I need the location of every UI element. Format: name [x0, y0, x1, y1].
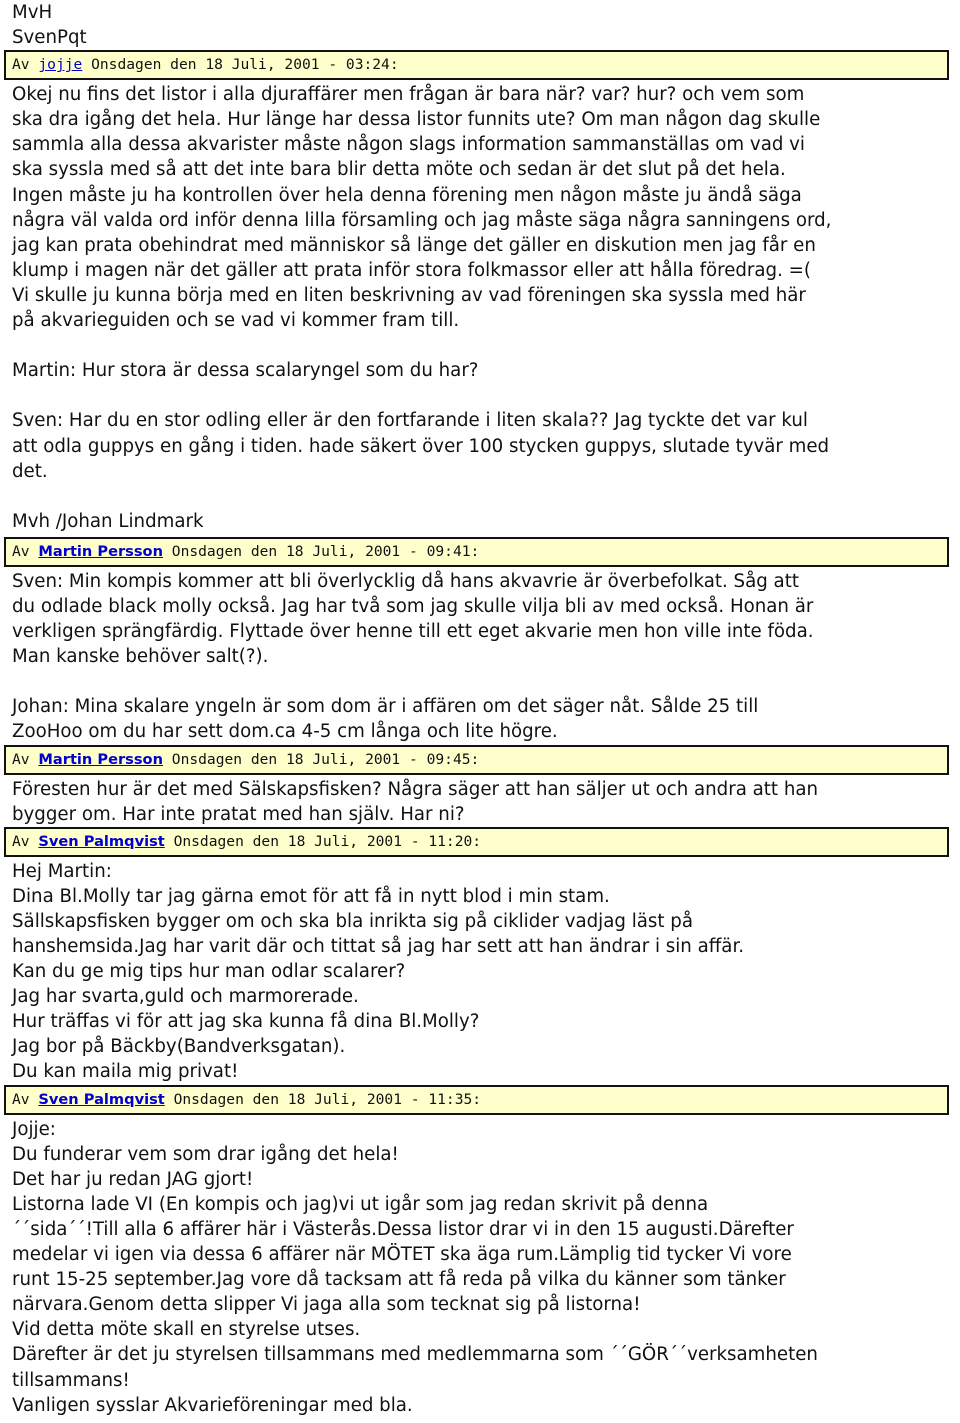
post-body-line: sammla alla dessa akvarister måste någon slags information sammanställas om vad vi — [12, 134, 805, 156]
post-body — [12, 1117, 948, 1418]
post-body-line: Jag har svarta,guld och marmorerade. — [12, 986, 359, 1008]
post — [12, 1085, 948, 1418]
post-body-line: Du funderar vem som drar igång det hela! — [12, 1143, 399, 1165]
post-body-line: Kan du ge mig tips hur man odlar scalarer? — [12, 961, 406, 983]
post-date: Onsdagen den 18 Juli, 2001 - 03:24: — [91, 56, 399, 74]
post-body-line: att odla guppys en gång i tiden. hade säkert över 100 stycken guppys, slutade tyvär med — [12, 435, 830, 457]
post-body-line: Vi skulle ju kunna börja med en liten beskrivning av vad föreningen ska syssla med här — [12, 284, 806, 306]
post — [12, 50, 948, 534]
post-body-line: du odlade black molly också. Jag har två som jag skulle vilja bli av med också. Honan är — [12, 595, 814, 617]
post-body-line: på akvarieguiden och se vad vi kommer fram till. — [12, 310, 460, 332]
post-header — [4, 827, 949, 857]
post-body-line: Vanligen sysslar Akvarieföreningar med bla. — [12, 1394, 413, 1416]
post-body-line: Föresten hur är det med Sälskapsfisken? Några säger att han säljer ut och andra att han — [12, 778, 819, 800]
post — [12, 745, 948, 827]
post-body-line: jag kan prata obehindrat med människor så länge det gäller en diskution men jag får en — [12, 234, 816, 256]
post-date: Onsdagen den 18 Juli, 2001 - 09:45: — [171, 750, 480, 768]
post-author-link[interactable]: jojje — [38, 56, 83, 74]
blank-line — [12, 383, 948, 408]
post-body-line: Dina Bl.Molly tar jag gärna emot för att få in nytt blod i min stam. — [12, 885, 610, 907]
post-author-link[interactable]: Sven Palmqvist — [38, 832, 165, 850]
post-body-line: klump i magen när det gäller att prata inför stora folkmassor eller att hålla föredrag. =( — [12, 259, 811, 281]
post-body-line: Det har ju redan JAG gjort! — [12, 1168, 254, 1190]
post-body — [12, 859, 948, 1085]
post-body-line: Ingen måste ju ha kontrollen över hela denna förening men någon måste ju ändå säga — [12, 184, 802, 206]
post-body-line: Du kan maila mig privat! — [12, 1061, 239, 1083]
post-author-link[interactable]: Sven Palmqvist — [38, 1090, 165, 1108]
post-date: Onsdagen den 18 Juli, 2001 - 11:35: — [173, 1090, 482, 1108]
forum-thread — [12, 0, 948, 1418]
post-body-line: ´´sida´´!Till alla 6 affärer här i Västerås.Dessa listor drar vi in den 15 augusti.Därefter — [12, 1218, 794, 1240]
intro-line: MvH — [12, 2, 53, 23]
post-body — [12, 82, 948, 534]
blank-line — [12, 333, 948, 358]
blank-line — [12, 484, 948, 509]
post-body — [12, 569, 948, 745]
post-body-line: runt 15-25 september.Jag vore då tacksam att få reda på vilka du känner som tänker — [12, 1269, 786, 1291]
post-by-label: Av — [12, 56, 30, 74]
post-body-line: Martin: Hur stora är dessa scalaryngel som du har? — [12, 360, 479, 382]
post-body-line: det. — [12, 460, 48, 482]
post — [12, 827, 948, 1085]
intro-text — [12, 0, 948, 50]
post-body-line: Sven: Har du en stor odling eller är den fortfarande i liten skala?? Jag tyckte det var kul — [12, 410, 808, 432]
post-body-line: Vid detta möte skall en styrelse utses. — [12, 1319, 361, 1341]
post-body-line: ska dra igång det hela. Hur länge har dessa listor funnits ute? Om man någon dag skulle — [12, 109, 821, 131]
post-body-line: Jag bor på Bäckby(Bandverksgatan). — [12, 1036, 346, 1058]
post — [12, 537, 948, 745]
post-body-line: verkligen sprängfärdig. Flyttade över henne till ett eget akvarie men hon ville inte föda. — [12, 621, 814, 643]
post-header — [4, 745, 949, 775]
intro-line: SvenPqt — [12, 27, 87, 49]
post-header — [4, 50, 949, 80]
post-header — [4, 537, 949, 567]
post-body-line: Listorna lade VI (En kompis och jag)vi ut igår som jag redan skrivit på denna — [12, 1193, 709, 1215]
post-body-line: tillsammans! — [12, 1369, 130, 1391]
post-body-line: Hur träffas vi för att jag ska kunna få dina Bl.Molly? — [12, 1011, 480, 1033]
post-author-link[interactable]: Martin Persson — [38, 750, 163, 768]
post-date: Onsdagen den 18 Juli, 2001 - 09:41: — [171, 542, 480, 560]
post-body-line: Sällskapsfisken bygger om och ska bla inrikta sig på ciklider vadjag läst på — [12, 910, 693, 932]
post-by-label: Av — [12, 1090, 30, 1108]
post-body-line: bygger om. Har inte pratat med han själv. Har ni? — [12, 803, 465, 825]
post-body — [12, 777, 948, 827]
post-body-line: några väl valda ord inför denna lilla församling och jag måste säga några sanningens ord, — [12, 209, 832, 231]
post-body-line: Okej nu fins det listor i alla djuraffärer men frågan är bara när? var? hur? och vem som — [12, 84, 805, 106]
post-body-line: medelar vi igen via dessa 6 affärer när MÖTET ska äga rum.Lämplig tid tycker Vi vore — [12, 1244, 792, 1266]
post-date: Onsdagen den 18 Juli, 2001 - 11:20: — [173, 832, 482, 850]
blank-line — [12, 669, 948, 694]
post-body-line: Därefter är det ju styrelsen tillsammans med medlemmarna som ´´GÖR´´verksamheten — [12, 1344, 818, 1366]
post-header — [4, 1085, 949, 1115]
post-body-line: hanshemsida.Jag har varit där och tittat så jag har sett att han ändrar i sin affär. — [12, 936, 745, 957]
post-by-label: Av — [12, 542, 30, 560]
post-body-line: Man kanske behöver salt(?). — [12, 646, 269, 668]
post-by-label: Av — [12, 750, 30, 768]
post-body-line: Hej Martin: — [12, 860, 112, 882]
post-body-line: Sven: Min kompis kommer att bli överlycklig då hans akvavrie är överbefolkat. Såg att — [12, 570, 799, 592]
post-body-line: ska syssla med så att det inte bara blir detta möte och sedan är det slut på det hela. — [12, 159, 786, 181]
post-by-label: Av — [12, 832, 30, 850]
post-body-line: Johan: Mina skalare yngeln är som dom är i affären om det säger nåt. Sålde 25 till — [12, 696, 759, 718]
post-body-line: Mvh /Johan Lindmark — [12, 510, 204, 532]
post-author-link[interactable]: Martin Persson — [38, 542, 163, 560]
post-body-line: ZooHoo om du har sett dom.ca 4-5 cm långa och lite högre. — [12, 721, 558, 743]
post-body-line: närvara.Genom detta slipper Vi jaga alla som tecknat sig på listorna! — [12, 1294, 641, 1316]
post-body-line: Jojje: — [12, 1118, 56, 1140]
